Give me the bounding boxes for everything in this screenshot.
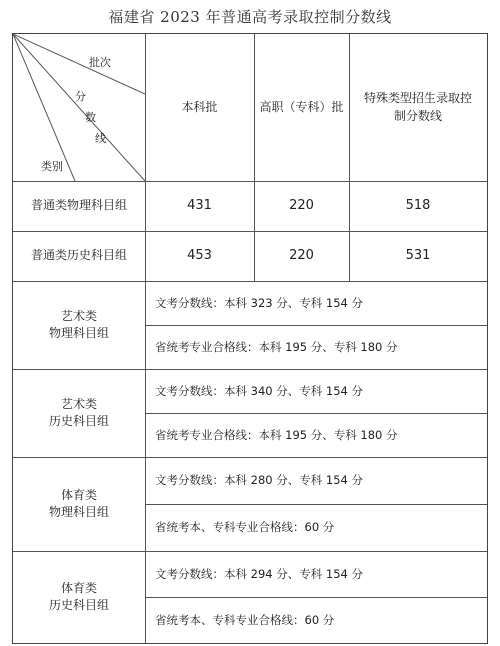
score-history-undergraduate: 453 — [187, 247, 212, 263]
group-art-physics-line2: 省统考专业合格线：本科 195 分、专科 180 分 — [155, 339, 398, 354]
grid-line — [254, 34, 255, 281]
grid-line — [145, 597, 487, 598]
group-pe-history-category — [13, 551, 145, 643]
grid-line — [13, 551, 487, 552]
group-category-line1: 艺术类 — [60, 396, 97, 411]
score-table — [12, 33, 488, 644]
grid-line — [13, 369, 487, 370]
group-category-line2: 物理科目组 — [48, 505, 109, 519]
corner-label-category: 类别 — [41, 160, 63, 173]
row-category-history: 普通类历史科目组 — [30, 248, 127, 263]
group-pe-physics-line2: 省统考本、专科专业合格线：60 分 — [155, 520, 335, 535]
column-header-special: 特殊类型招生录取控制分数线 — [363, 91, 472, 123]
grid-line — [13, 457, 487, 458]
grid-line — [13, 281, 487, 282]
group-category-line2: 历史科目组 — [48, 414, 109, 428]
group-art-history-line1: 文考分数线：本科 340 分、专科 154 分 — [155, 383, 364, 398]
score-physics-special: 518 — [405, 197, 431, 213]
score-physics-undergraduate: 431 — [187, 197, 212, 213]
corner-label-batch: 批次 — [89, 56, 111, 69]
grid-line — [13, 181, 487, 182]
group-pe-history-line2: 省统考本、专科专业合格线：60 分 — [155, 612, 335, 627]
grid-line — [349, 34, 350, 281]
grid-line — [145, 504, 487, 505]
column-header-undergraduate: 本科批 — [181, 99, 218, 114]
group-category-line1: 体育类 — [60, 487, 97, 502]
corner-label-shu: 数 — [85, 111, 96, 124]
group-pe-physics-line1: 文考分数线：本科 280 分、专科 154 分 — [155, 473, 364, 488]
header-diagonal-lines — [13, 34, 145, 181]
group-art-physics-category — [13, 281, 145, 369]
group-art-physics-line1: 文考分数线：本科 323 分、专科 154 分 — [155, 295, 364, 310]
score-history-vocational: 220 — [289, 247, 314, 263]
grid-line — [13, 231, 487, 232]
grid-line — [145, 325, 487, 326]
group-pe-history-line1: 文考分数线：本科 294 分、专科 154 分 — [155, 566, 364, 581]
corner-label-xian: 线 — [95, 132, 106, 145]
group-art-history-category — [13, 369, 145, 457]
group-pe-physics-category — [13, 457, 145, 551]
row-category-physics: 普通类物理科目组 — [30, 198, 127, 213]
column-header-vocational: 高职（专科）批 — [259, 99, 344, 114]
grid-line — [145, 34, 146, 643]
group-category-line1: 体育类 — [60, 580, 97, 595]
page-title: 福建省 2023 年普通高考录取控制分数线 — [108, 8, 392, 26]
grid-line — [145, 413, 487, 414]
group-category-line2: 历史科目组 — [48, 598, 109, 612]
group-category-line2: 物理科目组 — [48, 326, 109, 340]
group-category-line1: 艺术类 — [60, 308, 97, 323]
score-history-special: 531 — [405, 247, 431, 263]
score-physics-vocational: 220 — [289, 197, 314, 213]
corner-label-fen: 分 — [75, 90, 86, 103]
group-art-history-line2: 省统考专业合格线：本科 195 分、专科 180 分 — [155, 427, 398, 442]
